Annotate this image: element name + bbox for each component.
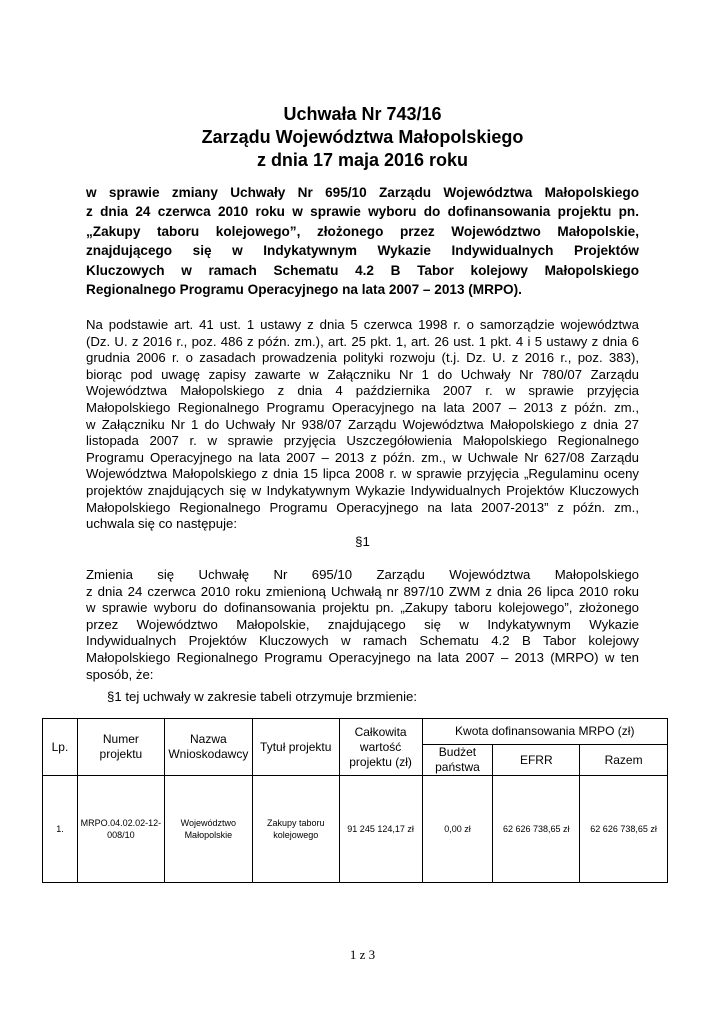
paragraph-line: Małopolskiego Regionalnego Programu Operacyjnego na lata 2007 – 2013 (MRPO) w ten — [86, 649, 639, 665]
header-efrr: EFRR — [493, 745, 580, 776]
cell-nazwa: Województwo Małopolskie — [164, 776, 252, 883]
page-number: 1 z 3 — [349, 947, 376, 962]
cell-budzet: 0,00 zł — [422, 776, 493, 883]
paragraph-line: Zmienia się Uchwałę Nr 695/10 Zarządu Województwa Małopolskiego — [86, 567, 639, 582]
title-line-2: Zarządu Województwa Małopolskiego — [201, 127, 524, 147]
amendment-paragraph — [86, 567, 639, 683]
paragraph-line: listopada 2007 r. w sprawie przyjęcia Uszczegółowienia Małopolskiego Regionalnego — [86, 433, 639, 449]
paragraph-line: w sprawie wyboru do dofinansowania projektu pn. „Zakupy taboru kolejowego”, złożonego — [86, 600, 639, 616]
cell-numer: MRPO.04.02.02-12-008/10 — [77, 776, 164, 883]
paragraph-line: z dnia 24 czerwca 2010 roku zmienioną Uchwałą nr 897/10 ZWM z dnia 26 lipca 2010 roku — [86, 583, 639, 599]
paragraph-line: w Załączniku Nr 1 do Uchwały Nr 938/07 Zarządu Województwa Małopolskiego z dnia 27 — [86, 416, 639, 432]
header-razem: Razem — [580, 745, 668, 776]
funding-table — [42, 718, 668, 883]
paragraph-line: grudnia 2006 r. o zasadach prowadzenia polityki rozwoju (t.j. Dz. U. z 2016 r., poz. 383), — [86, 350, 639, 366]
header-budzet: Budżet państwa — [422, 745, 493, 776]
title-line-1: Uchwała Nr 743/16 — [283, 104, 442, 124]
cell-calkowita: 91 245 124,17 zł — [339, 776, 422, 883]
paragraph-line: przez Województwo Małopolskie, znajdującego się w Indykatywnym Wykazie — [86, 616, 639, 632]
paragraph-line: sposób, że: — [86, 666, 154, 682]
header-tytul: Tytuł projektu — [252, 719, 339, 776]
cell-razem: 62 626 738,65 zł — [580, 776, 668, 883]
subject-line: znajdującego się w Indykatywnym Wykazie Indywidualnych Projektów — [86, 243, 639, 259]
paragraph-line: (Dz. U. z 2016 r., poz. 486 z późn. zm.), art. 25 pkt. 1, art. 26 ust. 1 pkt. 4 i 5 ustawy z dnia 6 — [86, 333, 639, 349]
subject-line: Kluczowych w ramach Schematu 4.2 B Tabor kolejowy Małopolskiego — [86, 262, 639, 278]
header-nazwa: Nazwa Wnioskodawcy — [164, 719, 252, 776]
document-title — [0, 103, 725, 172]
cell-lp: 1. — [43, 776, 78, 883]
subject-line: Regionalnego Programu Operacyjnego na lata 2007 – 2013 (MRPO). — [86, 281, 522, 297]
resolution-subject — [86, 183, 639, 299]
section-mark: §1 — [355, 534, 370, 549]
subject-line: „Zakupy taboru kolejowego”, złożonego przez Województwo Małopolskie, — [86, 223, 639, 239]
paragraph-line: biorąc pod uwagę zapisy zawarte w Załączniku Nr 1 do Uchwały Nr 780/07 Zarządu — [86, 366, 639, 382]
table-header-row — [43, 719, 668, 745]
cell-tytul: Zakupy taboru kolejowego — [252, 776, 339, 883]
paragraph-line: Małopolskiego Regionalnego Programu Operacyjnego na lata 2007 – 2013 z późn. zm., — [86, 399, 639, 415]
cell-efrr: 62 626 738,65 zł — [493, 776, 580, 883]
legal-basis-paragraph — [86, 317, 639, 533]
title-line-3: z dnia 17 maja 2016 roku — [256, 150, 469, 170]
header-lp: Lp. — [43, 719, 78, 776]
paragraph-line: Indywidualnych Projektów Kluczowych w ramach Schematu 4.2 B Tabor kolejowy — [86, 633, 639, 649]
header-calkowita: Całkowita wartość projektu (zł) — [339, 719, 422, 776]
paragraph-line: Na podstawie art. 41 ust. 1 ustawy z dnia 5 czerwca 1998 r. o samorządzie województwa — [86, 317, 639, 332]
paragraph-line: Małopolskiego Regionalnego Programu Operacyjnego na lata 2007-2013” z późn. zm., — [86, 499, 639, 515]
paragraph-line: uchwala się co następuje: — [86, 516, 238, 532]
header-numer: Numer projektu — [77, 719, 164, 776]
paragraph-line: Programu Operacyjnego na lata 2007 – 2013 z późn. zm., w Uchwale Nr 627/08 Zarządu — [86, 449, 639, 465]
paragraph-line: Województwa Małopolskiego z dnia 15 lipca 2008 r. w sprawie przyjęcia „Regulaminu oceny — [86, 466, 639, 482]
header-kwota: Kwota dofinansowania MRPO (zł) — [422, 719, 667, 745]
subject-line: w sprawie zmiany Uchwały Nr 695/10 Zarządu Województwa Małopolskiego — [86, 185, 639, 200]
paragraph-line: projektów znajdujących się w Indykatywnym Wykazie Indywidualnych Projektów Kluczowych — [86, 482, 639, 498]
subject-line: z dnia 24 czerwca 2010 roku w sprawie wyboru do dofinansowania projektu pn. — [86, 204, 639, 220]
table-intro: §1 tej uchwały w zakresie tabeli otrzymuje brzmienie: — [107, 689, 418, 704]
table-row — [43, 776, 668, 883]
paragraph-line: Województwa Małopolskiego z dnia 4 października 2007 r. w sprawie przyjęcia — [86, 383, 639, 399]
